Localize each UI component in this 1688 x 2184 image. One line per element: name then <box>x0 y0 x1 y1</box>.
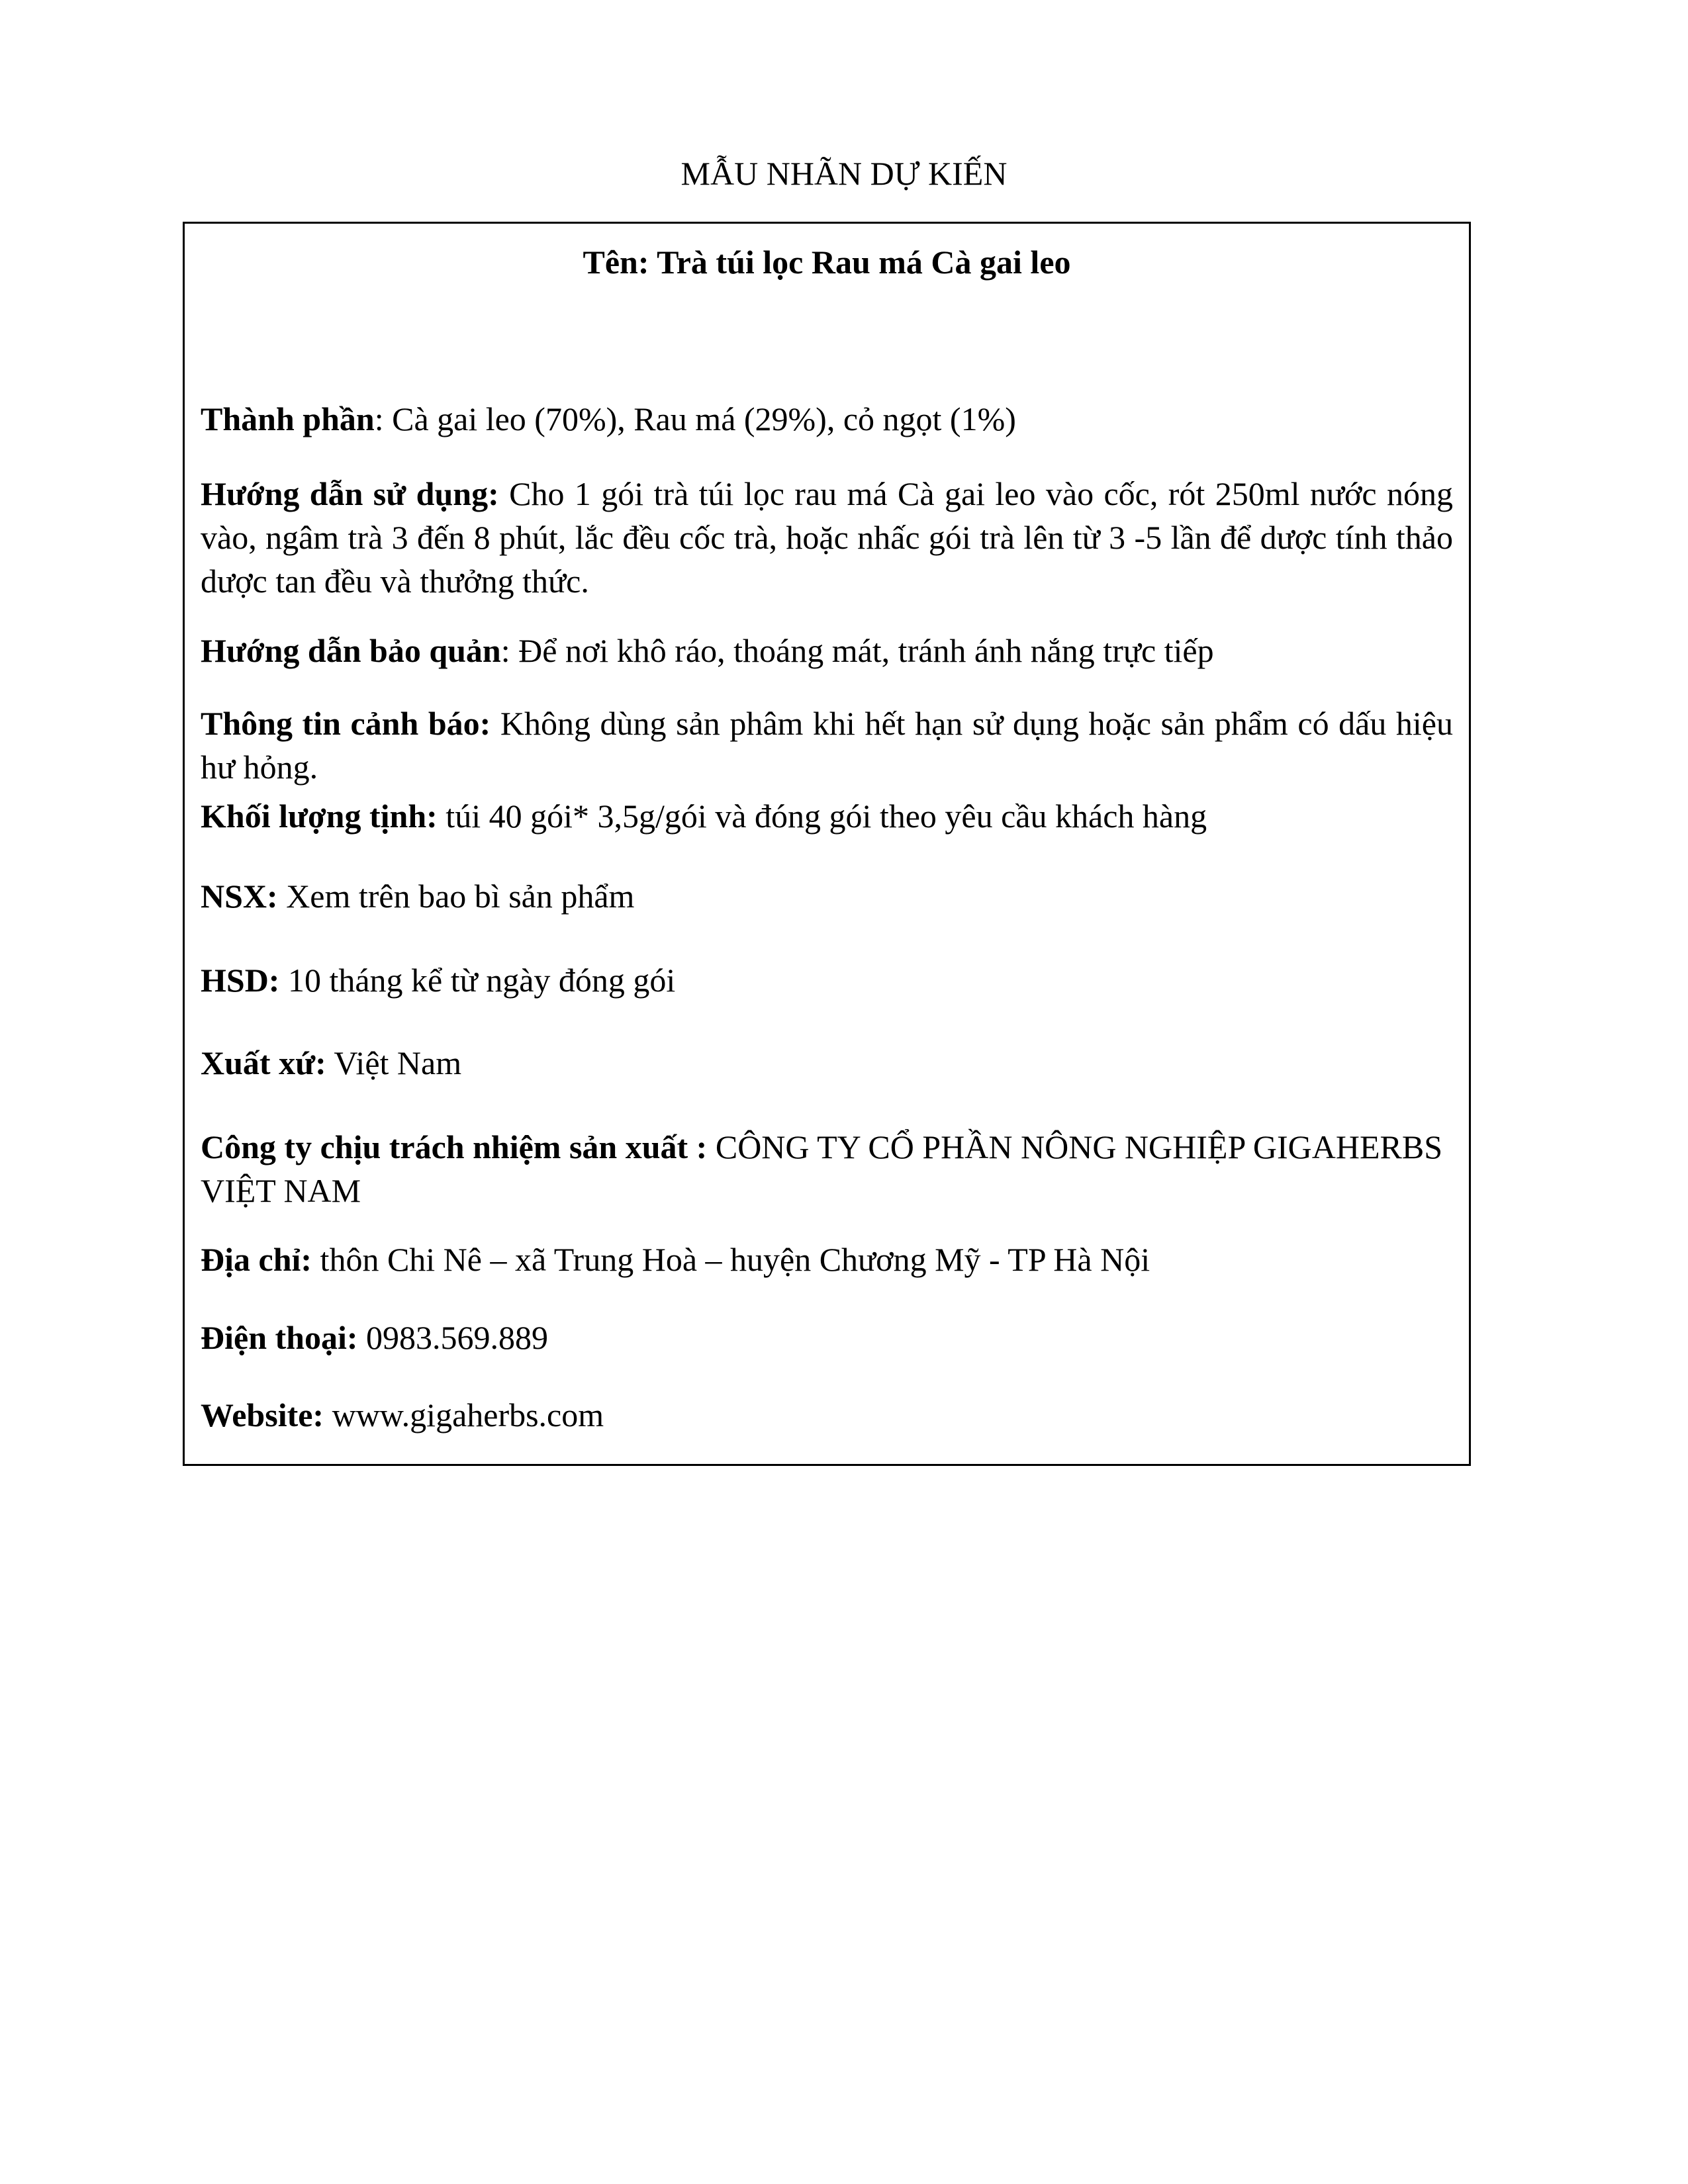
product-name <box>201 240 1453 284</box>
page-title: MẪU NHÃN DỰ KIẾN <box>680 155 1008 192</box>
storage-label: Hướng dẫn bảo quản <box>201 632 501 669</box>
address-label: Địa chỉ: <box>201 1241 312 1278</box>
expiry-label: HSD: <box>201 962 280 999</box>
mfg-date-label: NSX: <box>201 878 278 915</box>
net-weight-field <box>201 794 1453 838</box>
net-weight-value: túi 40 gói* 3,5g/gói và đóng gói theo yêu cầu khách hàng <box>437 797 1207 835</box>
usage-value: Cho 1 gói trà túi lọc rau má Cà gai leo vào cốc, rót 250ml nước nóng vào, ngâm trà 3 đến 8 phút, lắc đều cốc trà, hoặc nhấc gói trà lên từ 3 -5 lần để dược tính thảo dược tan đều và thưởng thức. <box>201 475 1453 600</box>
phone-label: Điện thoại: <box>201 1319 358 1356</box>
company-value: CÔNG TY CỔ PHẦN NÔNG NGHIỆP GIGAHERBS VIỆT NAM <box>201 1128 1443 1209</box>
product-name-label: Tên: <box>583 244 649 281</box>
company-field <box>201 1125 1453 1212</box>
origin-value: Việt Nam <box>326 1044 462 1081</box>
net-weight-label: Khối lượng tịnh: <box>201 797 438 835</box>
address-field <box>201 1238 1453 1281</box>
label-box <box>183 222 1471 1466</box>
expiry-field <box>201 958 1453 1002</box>
usage-label: Hướng dẫn sử dụng: <box>201 475 499 512</box>
expiry-value: 10 tháng kể từ ngày đóng gói <box>279 962 676 999</box>
origin-field <box>201 1041 1453 1085</box>
warning-field <box>201 702 1453 789</box>
website-field <box>201 1393 1453 1437</box>
warning-value: Không dùng sản phâm khi hết hạn sử dụng hoặc sản phẩm có dấu hiệu hư hỏng. <box>201 705 1453 786</box>
usage-field <box>201 472 1453 603</box>
website-value: www.gigaherbs.com <box>324 1396 604 1433</box>
website-label: Website: <box>201 1396 324 1433</box>
ingredients-label: Thành phần <box>201 400 375 437</box>
ingredients-field <box>201 397 1453 441</box>
origin-label: Xuất xứ: <box>201 1044 326 1081</box>
warning-label: Thông tin cảnh báo: <box>201 705 491 742</box>
phone-field <box>201 1316 1453 1359</box>
mfg-date-value: Xem trên bao bì sản phẩm <box>277 878 635 915</box>
product-name-value: Trà túi lọc Rau má Cà gai leo <box>657 244 1071 281</box>
mfg-date-field <box>201 874 1453 918</box>
company-label: Công ty chịu trách nhiệm sản xuất : <box>201 1128 708 1165</box>
phone-value: 0983.569.889 <box>357 1319 548 1356</box>
address-value: thôn Chi Nê – xã Trung Hoà – huyện Chương Mỹ - TP Hà Nội <box>312 1241 1150 1278</box>
ingredients-value: : Cà gai leo (70%), Rau má (29%), cỏ ngọt (1%) <box>374 400 1016 437</box>
storage-field <box>201 629 1453 672</box>
storage-value: : Để nơi khô ráo, thoáng mát, tránh ánh nắng trực tiếp <box>500 632 1214 669</box>
